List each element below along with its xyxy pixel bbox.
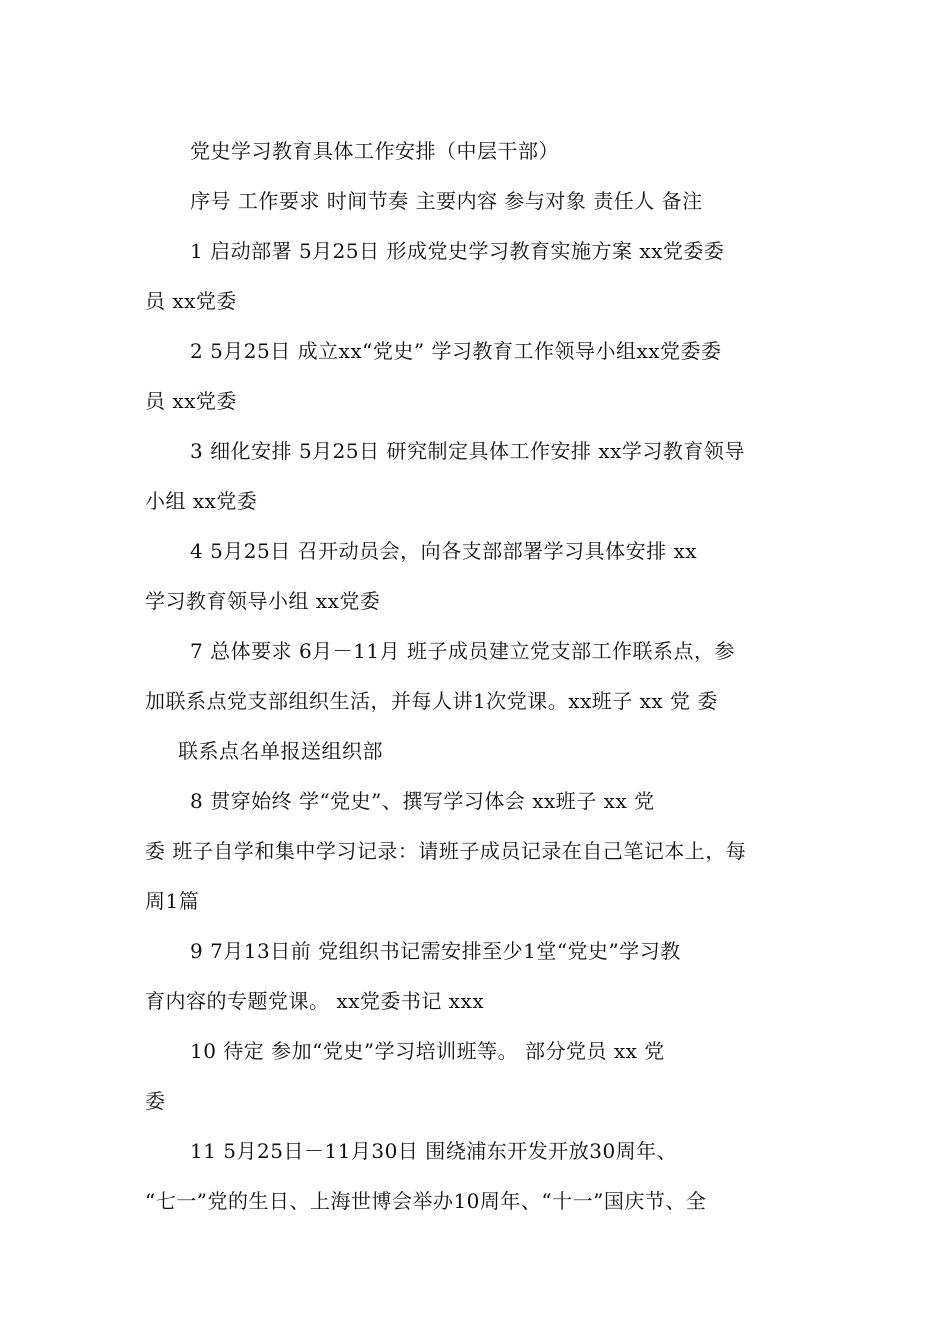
text-line: 周1篇: [145, 889, 200, 913]
document-title: 党史学习教育具体工作安排（中层干部）: [190, 139, 559, 163]
text-line: 学习教育领导小组 xx党委: [145, 589, 381, 613]
text-line: 3 细化安排 5月25日 研究制定具体工作安排 xx学习教育领导: [190, 439, 745, 463]
text-line: 小组 xx党委: [145, 489, 258, 513]
table-header-line: 序号 工作要求 时间节奏 主要内容 参与对象 责任人 备注: [190, 189, 703, 213]
text-line: 员 xx党委: [145, 289, 237, 313]
text-line: 9 7月13日前 党组织书记需安排至少1堂“党史”学习教: [190, 939, 681, 963]
text-line: 7 总体要求 6月－11月 班子成员建立党支部工作联系点，参: [190, 639, 735, 663]
text-line: 10 待定 参加“党史”学习培训班等。 部分党员 xx 党: [190, 1039, 665, 1063]
text-line: 4 5月25日 召开动员会，向各支部部署学习具体安排 xx: [190, 539, 698, 563]
text-line: 委 班子自学和集中学习记录：请班子成员记录在自己笔记本上，每: [145, 839, 747, 863]
text-line: 委: [145, 1089, 166, 1113]
text-line: 员 xx党委: [145, 389, 237, 413]
text-line: 11 5月25日－11月30日 围绕浦东开发开放30周年、: [190, 1139, 678, 1163]
text-line: 加联系点党支部组织生活，并每人讲1次党课。xx班子 xx 党 委: [145, 689, 718, 713]
text-line: 育内容的专题党课。 xx党委书记 xxx: [145, 989, 485, 1013]
text-line: 2 5月25日 成立xx“党史” 学习教育工作领导小组xx党委委: [190, 339, 722, 363]
text-line: 1 启动部署 5月25日 形成党史学习教育实施方案 xx党委委: [190, 239, 725, 263]
text-line: “七一”党的生日、上海世博会举办10周年、“十一”国庆节、全: [145, 1189, 707, 1213]
text-line: 8 贯穿始终 学“党史”、撰写学习体会 xx班子 xx 党: [190, 789, 655, 813]
text-line: 联系点名单报送组织部: [178, 739, 383, 763]
